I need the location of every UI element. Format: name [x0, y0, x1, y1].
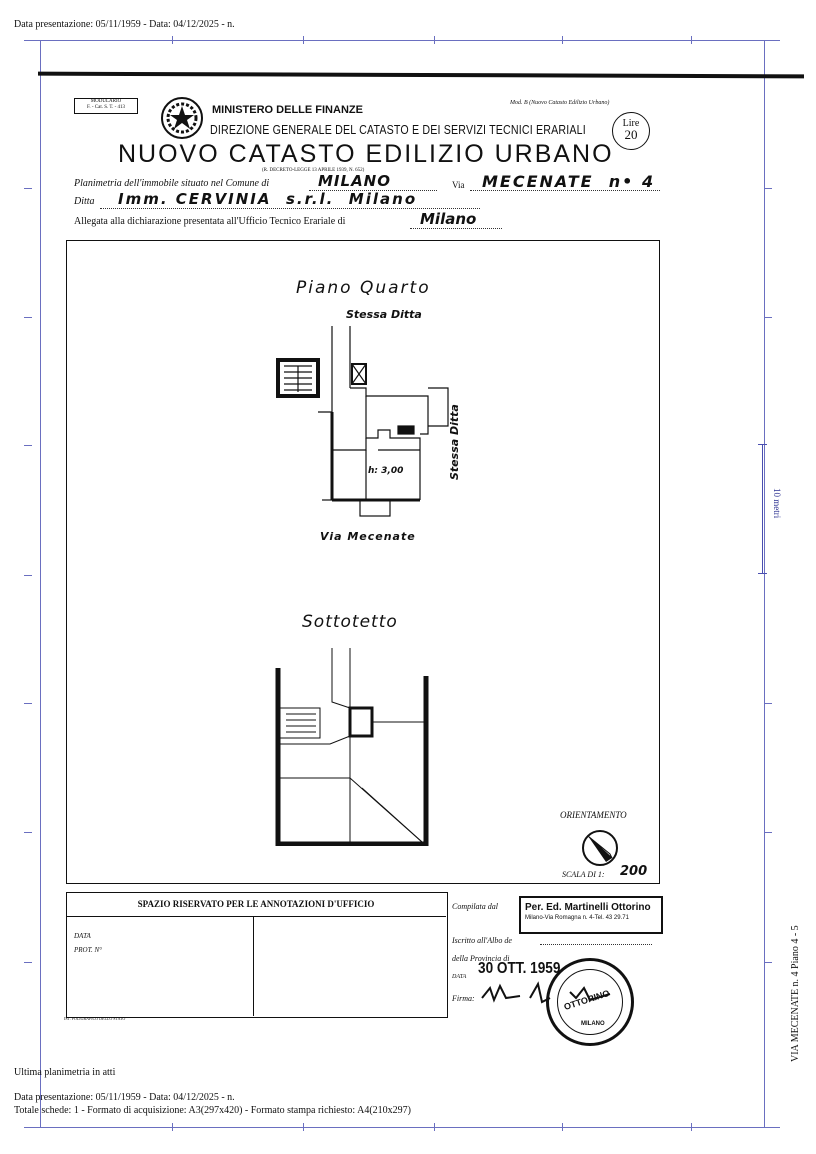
- spazio-title: SPAZIO RISERVATO PER LE ANNOTAZIONI D'UFFICIO: [137, 899, 375, 909]
- compass-icon: [580, 828, 620, 868]
- floor-plan-piano-quarto: [270, 326, 470, 522]
- side-label: VIA MECENATE n. 4 Piano 4 - 5: [790, 925, 801, 1062]
- orientamento-label: ORIENTAMENTO: [560, 810, 627, 820]
- data2-label: DATA: [452, 974, 467, 980]
- stessa-ditta-top: Stessa Ditta: [346, 308, 422, 321]
- provincia-label: della Provincia di: [452, 954, 510, 963]
- ditta-label: Ditta: [74, 196, 95, 207]
- footer-line2: Totale schede: 1 - Formato di acquisizione: A3(297x420) - Formato stampa richiesto: A4(210x297): [14, 1105, 411, 1116]
- footer-line1: Data presentazione: 05/11/1959 - Data: 04/12/2025 - n.: [14, 1092, 235, 1103]
- lire-stamp: Lire 20: [612, 112, 650, 150]
- data2-value: 30 OTT. 1959: [478, 960, 561, 977]
- piano-quarto-title: Piano Quarto: [296, 278, 431, 298]
- height-label: h: 3,00: [368, 466, 404, 476]
- via-value: MECENATE n• 4: [482, 172, 656, 191]
- planimetria-label: Planimetria dell'immobile situato nel Comune di: [74, 178, 270, 189]
- prot-label: PROT. N°: [74, 946, 102, 954]
- data-label: DATA: [74, 932, 91, 940]
- iscritto-label: Iscritto all'Albo de: [452, 936, 512, 945]
- firma-label: Firma:: [452, 994, 475, 1003]
- decree-label: (R. DECRETO-LEGGE 13 APRILE 1939, N. 652): [262, 168, 365, 173]
- printer-label: IST. POLIGRAFICO DELLO STATO: [64, 1016, 126, 1021]
- direzione-name: DIREZIONE GENERALE DEL CATASTO E DEI SERVIZI TECNICI ERARIALI: [210, 122, 586, 137]
- comune-value: MILANO: [318, 172, 391, 190]
- republic-emblem-icon: [160, 96, 204, 140]
- ufficio-value: Milano: [420, 210, 477, 228]
- document-title: NUOVO CATASTO EDILIZIO URBANO: [118, 140, 614, 168]
- official-seal: OTTORINO MILANO: [546, 958, 634, 1046]
- allegata-label: Allegata alla dichiarazione presentata all'Ufficio Tecnico Erariale di: [74, 216, 346, 227]
- compilata-label: Compilata dal: [452, 902, 499, 911]
- scale-marker-label: 10 metri: [772, 488, 782, 519]
- top-header: Data presentazione: 05/11/1959 - Data: 04/12/2025 - n.: [14, 19, 235, 30]
- scala-label: SCALA DI 1:: [562, 870, 605, 879]
- stessa-ditta-side: Stessa Ditta: [448, 404, 461, 480]
- mod-b-label: Mod. B (Nuovo Catasto Edilizio Urbano): [510, 100, 610, 106]
- floor-plan-sottotetto: [272, 648, 432, 846]
- modulario-box: MODULARIO F. - Cat. S. T. - 413: [74, 98, 138, 114]
- ditta-value: Imm. CERVINIA s.r.l. Milano: [118, 190, 418, 208]
- sottotetto-title: Sottotetto: [302, 612, 398, 632]
- via-mecenate-label: Via Mecenate: [320, 530, 416, 543]
- footer-ultima: Ultima planimetria in atti: [14, 1067, 116, 1078]
- via-label: Via: [452, 180, 465, 190]
- compilata-stamp: Per. Ed. Martinelli Ottorino Milano-Via Romagna n. 4-Tel. 43 29.71: [519, 896, 663, 934]
- ministry-name: MINISTERO DELLE FINANZE: [212, 104, 363, 116]
- scala-value: 200: [620, 864, 648, 879]
- annotations-box: [66, 892, 448, 1018]
- scan-top-rule: [38, 72, 804, 79]
